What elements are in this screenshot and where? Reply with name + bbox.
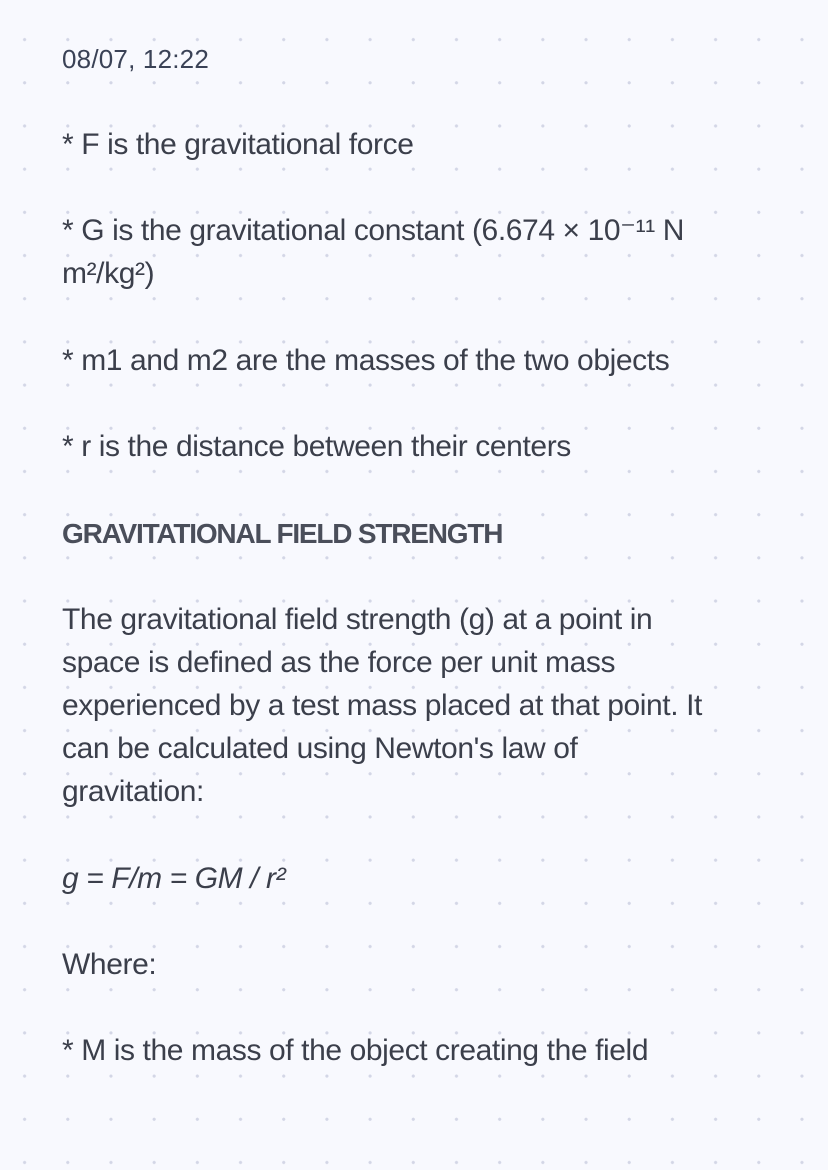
formula: g = F/m = GM / r²: [62, 862, 286, 895]
bullet-distance: * r is the distance between their centers: [62, 430, 571, 463]
bullet-gravitational-constant-line-1: * G is the gravitational constant (6.674 × 10⁻¹¹ N: [62, 214, 684, 247]
paragraph-line-3: experienced by a test mass placed at that point. It: [62, 689, 702, 722]
paragraph-line-5: gravitation:: [62, 775, 204, 808]
paragraph-line-4: can be calculated using Newton's law of: [62, 732, 578, 765]
section-heading: GRAVITATIONAL FIELD STRENGTH: [62, 518, 503, 549]
bullet-masses: * m1 and m2 are the masses of the two objects: [62, 344, 670, 377]
paragraph-line-1: The gravitational field strength (g) at a point in: [62, 603, 653, 636]
note-timestamp: 08/07, 12:22: [62, 44, 209, 74]
where-label: Where:: [62, 948, 157, 981]
bullet-gravitational-constant-line-2: m²/kg²): [62, 257, 155, 290]
paragraph-line-2: space is defined as the force per unit mass: [62, 646, 616, 679]
bullet-mass-M: * M is the mass of the object creating the field: [62, 1034, 649, 1067]
bullet-gravitational-force: * F is the gravitational force: [62, 128, 414, 161]
